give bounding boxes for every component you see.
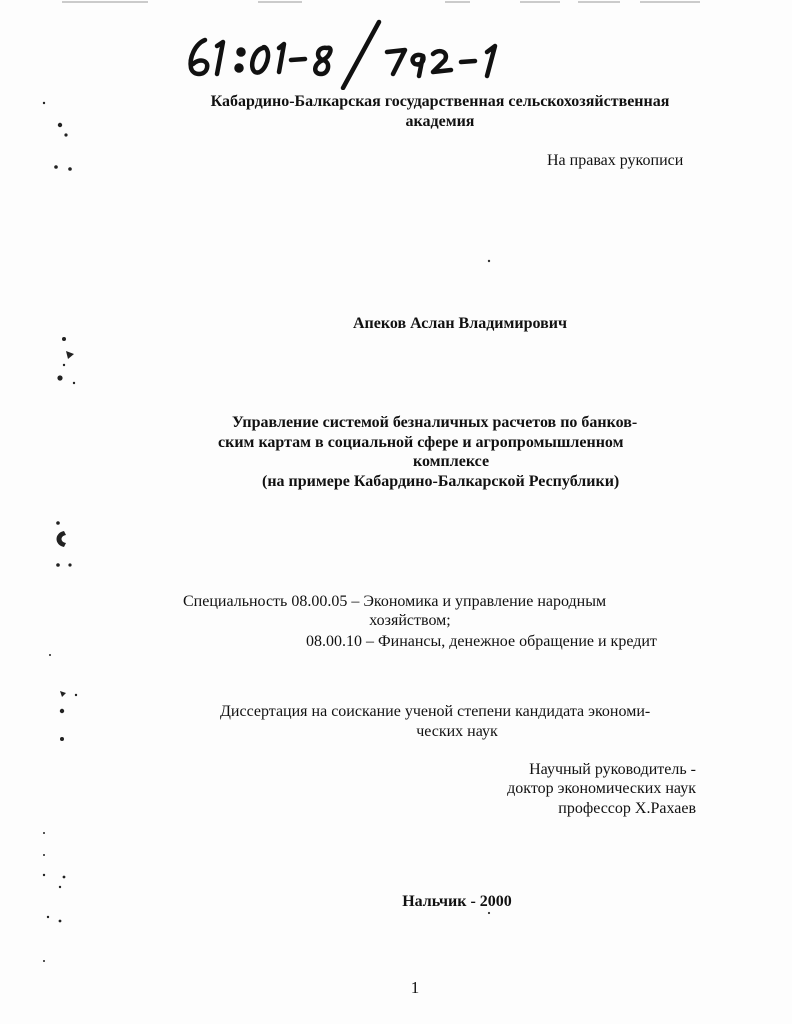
handwritten-archive-code bbox=[183, 18, 513, 90]
dissertation-title-line: Управление системой безналичных расчетов по банков- bbox=[232, 414, 638, 431]
dissertation-title-line: ским картам в социальной сфере и агропромышленном bbox=[218, 434, 624, 451]
manuscript-note: На правах рукописи bbox=[547, 152, 684, 169]
margin-specks bbox=[30, 95, 90, 975]
dissertation-title-subtitle: (на примере Кабардино-Балкарской Республики) bbox=[262, 473, 620, 490]
dissertation-title-line: комплексе bbox=[412, 453, 490, 470]
author-name: Апеков Аслан Владимирович bbox=[352, 315, 568, 332]
specialty-line: хозяйством; bbox=[369, 612, 451, 629]
advisor-line: профессор Х.Рахаев bbox=[558, 800, 696, 817]
city-year: Нальчик - 2000 bbox=[402, 893, 512, 910]
specialty-line: 08.00.10 – Финансы, денежное обращение и кредит bbox=[306, 633, 657, 650]
institution-name: Кабардино-Балкарская государственная сельскохозяйственная bbox=[210, 93, 670, 110]
scan-edge-marks bbox=[0, 0, 792, 6]
advisor-line: доктор экономических наук bbox=[507, 780, 696, 797]
degree-statement-line: Диссертация на соискание ученой степени кандидата экономи- bbox=[220, 703, 651, 720]
page-number: 1 bbox=[410, 978, 420, 997]
degree-statement-line: ческих наук bbox=[416, 723, 498, 740]
specialty-line: Специальность 08.00.05 – Экономика и управление народным bbox=[183, 593, 607, 610]
institution-name-line2: академия bbox=[405, 113, 475, 130]
body-speck bbox=[486, 258, 494, 266]
advisor-line: Научный руководитель - bbox=[529, 761, 696, 778]
